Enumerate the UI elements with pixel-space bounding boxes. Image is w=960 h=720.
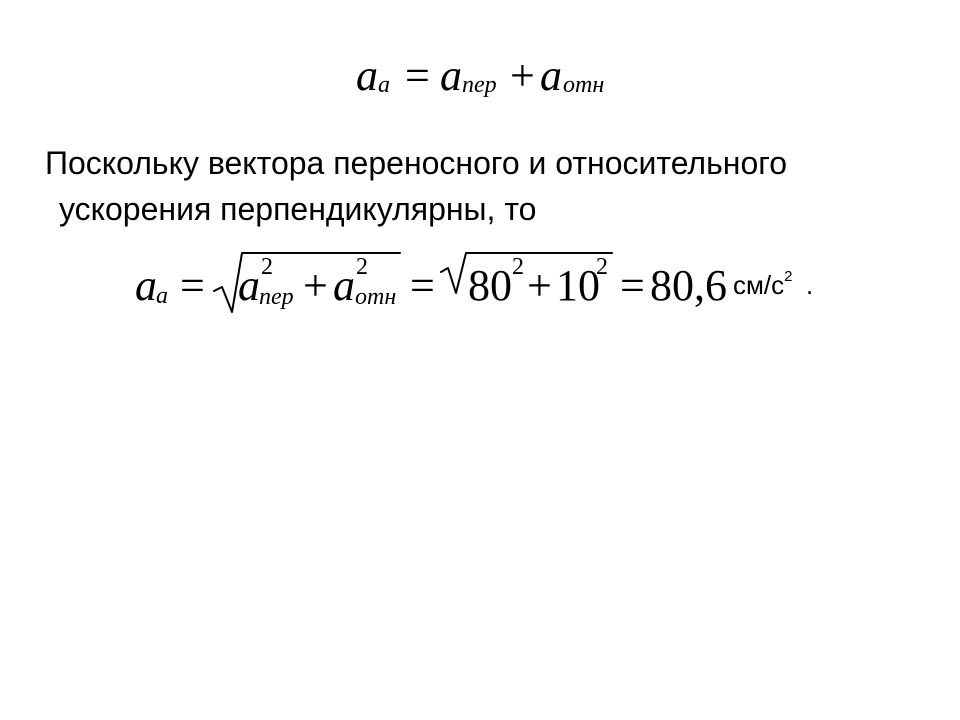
formula2-end-dot: . <box>806 270 814 300</box>
explanation-line-1: Поскольку вектора переносного и относительного <box>45 145 787 181</box>
formula2-otn-subscript: отн <box>355 284 397 310</box>
formula2-power-1: 2 <box>512 254 524 280</box>
formula1-equals: = <box>405 51 430 100</box>
formula1-a-subscript: a <box>378 72 390 98</box>
explanation-line-2: ускорения перпендикулярны, то <box>59 191 537 227</box>
formula2-a-symbol: a <box>135 261 157 310</box>
formula1-plus: + <box>510 51 535 100</box>
formula2-aotn-power: 2 <box>356 254 368 280</box>
formula2-unit-power: 2 <box>784 268 793 286</box>
formula2-per-subscript: пер <box>259 284 294 310</box>
formula1-otn-subscript: отн <box>563 72 605 98</box>
formula2-power-2: 2 <box>596 254 608 280</box>
formula2-unit <box>733 270 792 301</box>
formula2-equals-2: = <box>410 261 435 310</box>
formula2-number-80: 80 <box>468 261 512 310</box>
formula2-equals-3: = <box>620 261 645 310</box>
formula2-plus-1: + <box>303 261 328 310</box>
formula2-aper-symbol: a <box>238 261 260 310</box>
formula1-aotn-symbol: a <box>540 51 562 100</box>
formula2-number-10: 10 <box>556 261 600 310</box>
formula1-per-subscript: пер <box>462 72 497 98</box>
formula2-result: 80,6 <box>650 261 727 310</box>
formula2-a-subscript: a <box>156 283 168 309</box>
formula2-unit-text: см/с <box>733 270 785 300</box>
formula1-a-symbol: a <box>356 51 378 100</box>
formula2-aper-power: 2 <box>261 254 273 280</box>
formula2-equals-1: = <box>180 261 205 310</box>
formula1-aper-symbol: a <box>440 51 462 100</box>
formula2-aotn-symbol: a <box>333 261 355 310</box>
formula2-plus-2: + <box>527 261 552 310</box>
